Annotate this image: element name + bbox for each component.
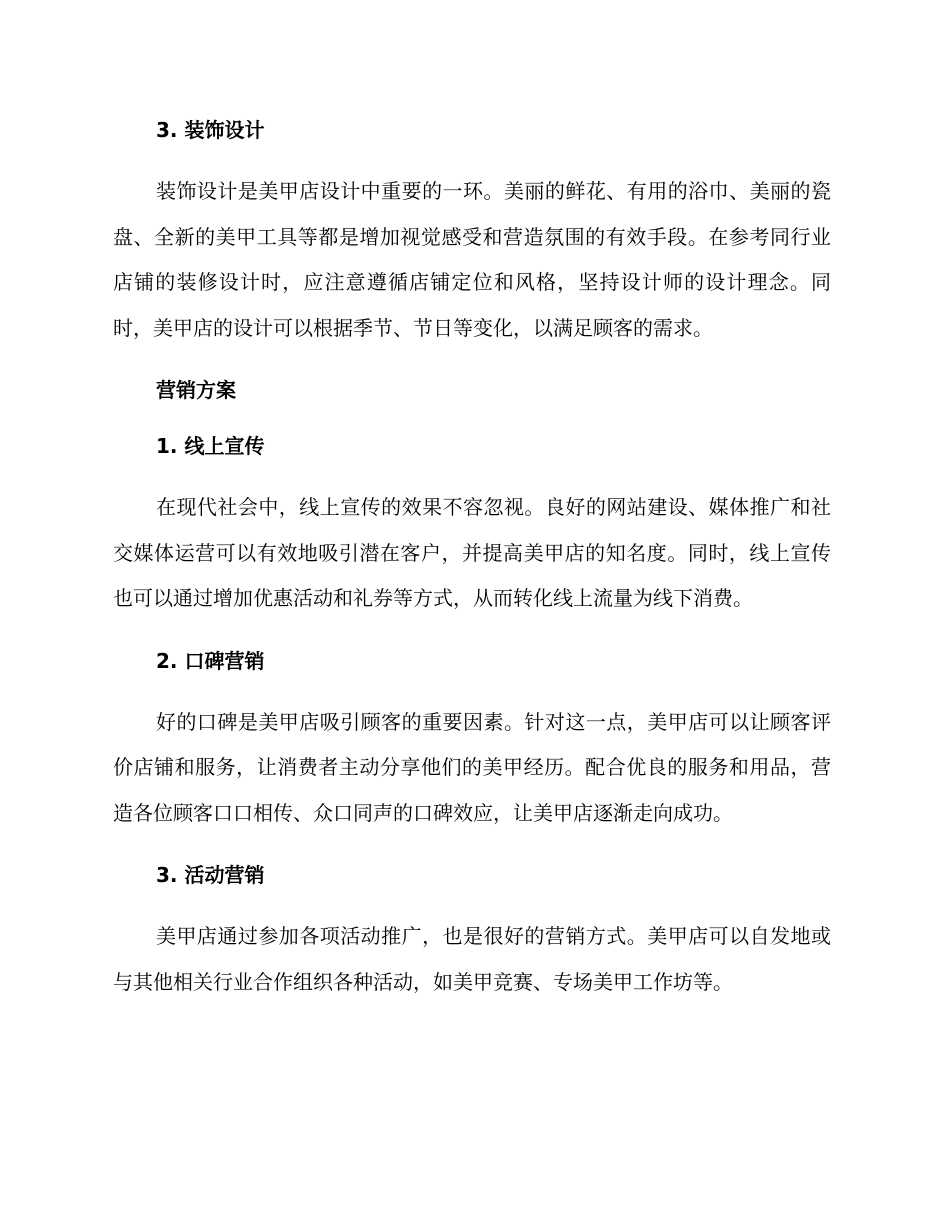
section-heading-word-of-mouth: 2. 口碑营销 xyxy=(156,648,265,673)
document-body xyxy=(113,113,831,1005)
paragraph-decor-design: 装饰设计是美甲店设计中重要的一环。美丽的鲜花、有用的浴巾、美丽的瓷盘、全新的美甲工具等都是增加视觉感受和营造氛围的有效手段。在参考同行业店铺的装修设计时，应注意遵循店铺定位和风格，坚持设计师的设计理念。同时，美甲店的设计可以根据季节、节日等变化，以满足顾客的需求。 xyxy=(113,179,831,340)
paragraph-online-promotion: 在现代社会中，线上宣传的效果不容忽视。良好的网站建设、媒体推广和社交媒体运营可以有效地吸引潜在客户，并提高美甲店的知名度。同时，线上宣传也可以通过增加优惠活动和礼券等方式，从而转化线上流量为线下消费。 xyxy=(113,495,831,610)
section-heading-event-marketing: 3. 活动营销 xyxy=(156,863,265,887)
section-heading-decor-design: 3. 装饰设计 xyxy=(156,118,265,142)
paragraph-event-marketing: 美甲店通过参加各项活动推广，也是很好的营销方式。美甲店可以自发地或与其他相关行业合作组织各种活动，如美甲竞赛、专场美甲工作坊等。 xyxy=(113,924,831,994)
section-heading-marketing-plan: 营销方案 xyxy=(156,378,236,402)
paragraph-word-of-mouth: 好的口碑是美甲店吸引顾客的重要因素。针对这一点，美甲店可以让顾客评价店铺和服务，让消费者主动分享他们的美甲经历。配合优良的服务和用品，营造各位顾客口口相传、众口同声的口碑效应，让美甲店逐渐走向成功。 xyxy=(113,709,831,825)
section-heading-online-promotion: 1. 线上宣传 xyxy=(156,434,265,458)
